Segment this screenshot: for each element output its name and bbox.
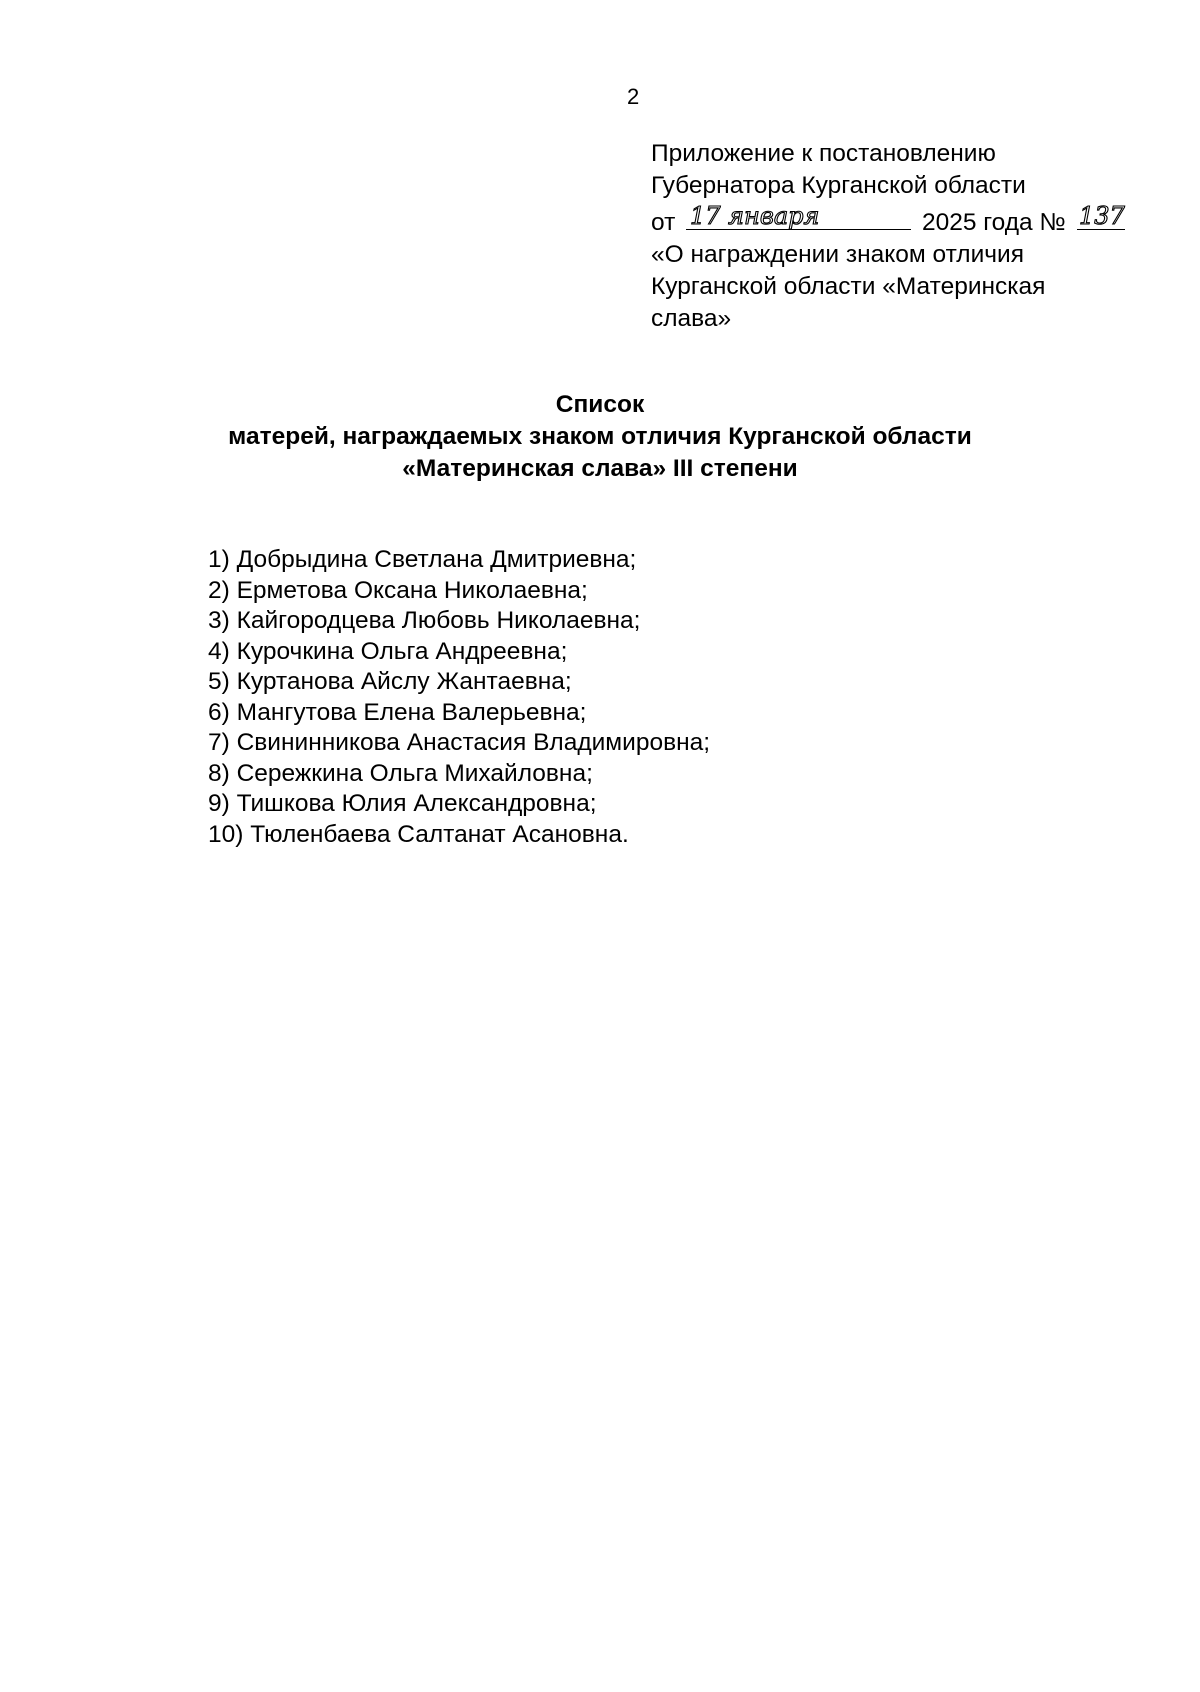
list-item: 1) Добрыдина Светлана Дмитриевна; [208,546,637,573]
title-line-1: Список [555,391,645,418]
list-item: 2) Ерметова Оксана Николаевна; [208,576,588,604]
list-item: 5) Куртанова Айслу Жантаевна; [208,668,572,695]
attachment-line-5: Курганской области «Материнская [651,273,1046,300]
attachment-line-4: «О награждении знаком отличия [651,241,1024,268]
handwritten-date-text: 17 января [690,202,820,230]
list-item: 6) Мангутова Елена Валерьевна; [208,698,587,726]
attachment-date-line [651,202,1125,239]
handwritten-number-field [1077,202,1125,230]
title-line-3: «Материнская слава» III степени [402,455,798,482]
handwritten-date-signature [686,202,911,230]
document-title [0,389,1200,485]
handwritten-date-field [686,202,911,230]
recipients-list [208,545,710,850]
list-item: 8) Сережкина Ольга Михайловна; [208,759,593,787]
attachment-line-2: Губернатора Курганской области [651,172,1026,199]
list-item: 9) Тишкова Юлия Александровна; [208,790,597,817]
from-label: от [651,209,676,236]
list-item: 7) Свининникова Анастасия Владимировна; [208,729,711,756]
attachment-header [651,138,1125,335]
title-line-2: матерей, награждаемых знаком отличия Курганской области [228,423,972,450]
list-item: 10) Тюленбаева Салтанат Асановна. [208,820,629,848]
page-number: 2 [627,84,640,109]
list-item: 3) Кайгородцева Любовь Николаевна; [208,607,641,634]
handwritten-number-text: 137 [1078,202,1125,230]
list-item: 4) Курочкина Ольга Андреевна; [208,637,568,665]
attachment-line-6: слава» [651,305,732,332]
attachment-line-1: Приложение к постановлению [651,140,996,167]
handwritten-number-signature [1077,202,1125,230]
year-number-label: 2025 года № [921,209,1066,236]
